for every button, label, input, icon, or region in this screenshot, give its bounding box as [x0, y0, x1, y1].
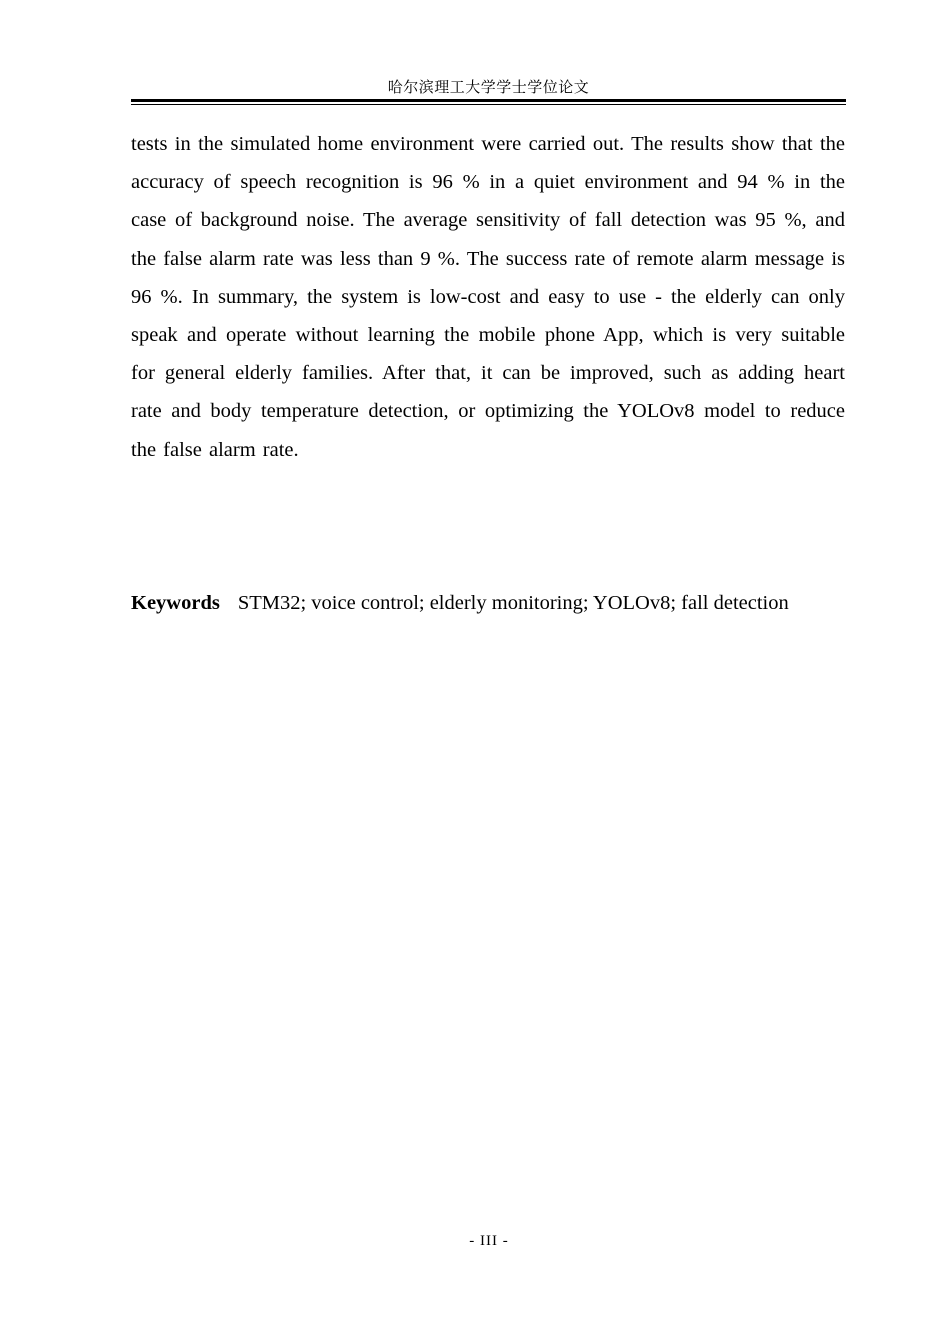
header-rule-thin	[131, 104, 846, 105]
keywords-value: STM32; voice control; elderly monitoring; YOLOv8; fall detection	[237, 592, 789, 614]
keywords-line	[131, 584, 871, 622]
abstract-paragraph: tests in the simulated home environment were carried out. The results show that the accuracy of speech recognition is 96 % in a quiet environment and 94 % in the case of background noise. The average sensitivity of fall detection was 95 %, and the false alarm rate was less than 9 %. The success rate of remote alarm message is 96 %. In summary, the system is low-cost and easy to use - the elderly can only speak and operate without learning the mobile phone App, which is very suitable for general elderly families. After that, it can be improved, such as adding heart rate and body temperature detection, or optimizing the YOLOv8 model to reduce the false alarm rate.	[131, 133, 845, 461]
header-rule-thick	[131, 99, 846, 102]
page-number: - III -	[469, 1233, 509, 1249]
page-header-title: 哈尔滨理工大学学士学位论文	[387, 80, 590, 96]
keywords-label: Keywords	[131, 592, 220, 614]
